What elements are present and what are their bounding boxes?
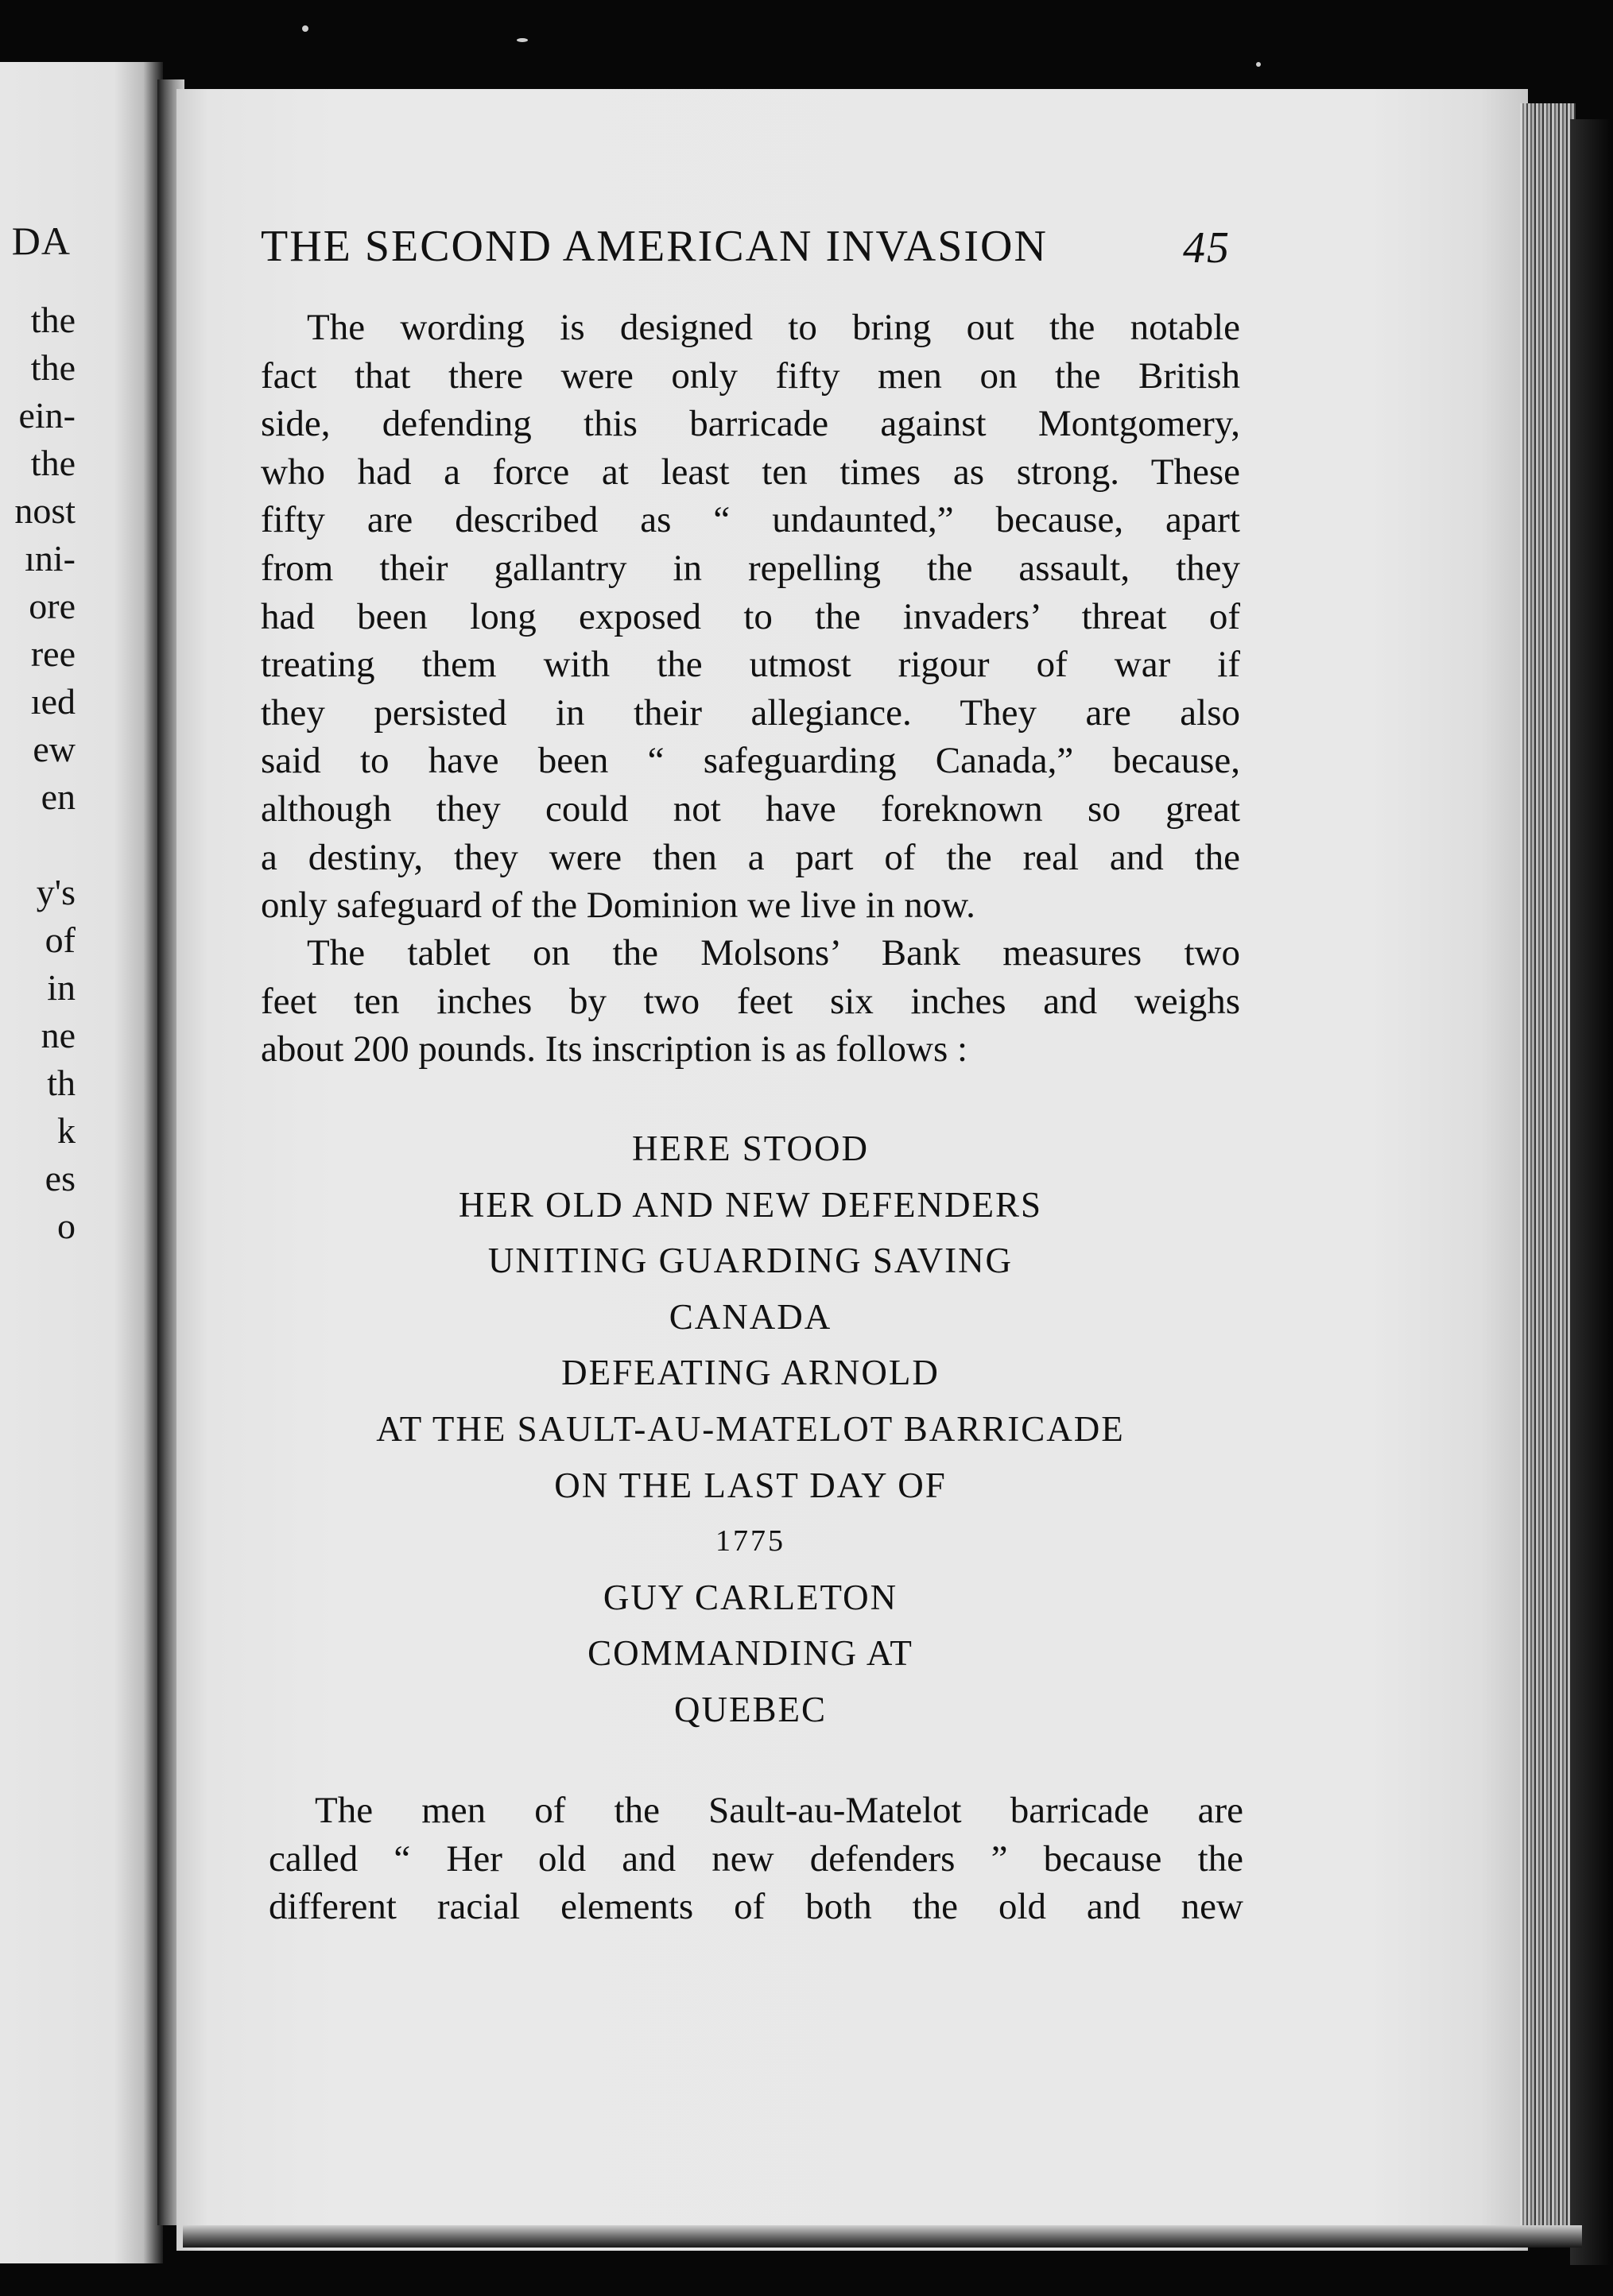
left-page-line-fragment: nost [14,490,76,531]
left-page-fragment [0,62,163,2263]
inscription-line: GUY CARLETON [603,1577,898,1617]
page-number: 45 [1183,223,1231,273]
left-page-line-fragment: ıni- [25,538,76,579]
text-line: fact that there were only fifty men on the British [261,354,1240,397]
running-header-title: THE SECOND AMERICAN INVASION [261,222,1048,271]
left-page-line-fragment: the [30,443,76,483]
left-page-line-fragment: o [57,1206,76,1246]
left-page-line-fragment: of [45,920,76,960]
left-page-line-fragment: ore [29,586,76,626]
paragraph [261,304,1240,930]
paragraph [269,1787,1243,1931]
left-page-line-fragment: the [30,300,76,340]
text-line: The wording is designed to bring out the notable [307,307,1240,348]
text-line: from their gallantry in repelling the assault, they [261,547,1240,589]
text-line: although they could not have foreknown so great [261,788,1240,830]
tablet-inscription [261,1121,1240,1738]
text-line: treating them with the utmost rigour of war if [261,644,1240,686]
text-line: fifty are described as “ undaunted,” because, apart [261,499,1240,541]
left-page-line-fragment: k [57,1110,76,1151]
text-line: only safeguard of the Dominion we live in now. [261,885,975,927]
text-line: who had a force at least ten times as strong. These [261,451,1240,493]
left-page-line-fragment: ree [30,633,76,674]
text-line: The men of the Sault-au-Matelot barricade are [315,1790,1243,1831]
paragraph [261,929,1240,1074]
dust-speck [1256,62,1261,67]
inscription-line: ON THE LAST DAY OF [554,1465,947,1505]
text-line: The tablet on the Molsons’ Bank measures two [307,932,1240,974]
text-line: called “ Her old and new defenders ” because the [269,1837,1243,1880]
inscription-line: CANADA [669,1296,832,1337]
inscription-line: HER OLD AND NEW DEFENDERS [458,1184,1043,1225]
text-line: about 200 pounds. Its inscription is as follows : [261,1028,968,1071]
text-line: had been long exposed to the invaders’ threat of [261,595,1240,637]
page-edges [1520,103,1576,2241]
text-line: side, defending this barricade against Montgomery, [261,403,1240,445]
left-page-line-fragment: in [47,967,76,1008]
text-line: feet ten inches by two feet six inches and weighs [261,980,1240,1022]
left-page-line-fragment: th [47,1063,76,1103]
inscription-line: COMMANDING AT [587,1633,913,1674]
left-page-line-fragment: es [45,1158,76,1198]
inscription-line: HERE STOOD [632,1129,869,1168]
inscription-line: DEFEATING ARNOLD [561,1353,940,1393]
text-line: said to have been “ safeguarding Canada,” because, [261,740,1240,782]
left-page-line-fragment: en [41,776,76,817]
inscription-year: 1775 [715,1524,785,1558]
left-page-line-fragment: y's [36,872,76,912]
inscription-line: UNITING GUARDING SAVING [487,1241,1014,1281]
left-page-line-fragment: ew [33,729,76,769]
running-header [261,221,1247,277]
left-page-line-fragment: ein- [18,395,76,436]
page-bottom-edge [183,2225,1582,2248]
text-line: they persisted in their allegiance. They are also [261,691,1240,734]
page-edges-shadow [1570,119,1613,2265]
inscription-line: AT THE SAULT-AU-MATELOT BARRICADE [376,1408,1125,1449]
left-page-line-fragment: ıed [30,681,76,722]
left-page-line-fragment: the [30,347,76,388]
inscription-line: QUEBEC [674,1689,827,1729]
left-page-line-fragment: ne [41,1015,76,1055]
left-page-heading-fragment: DA [11,219,71,263]
text-line: a destiny, they were then a part of the real and the [261,836,1240,878]
dust-speck [302,25,308,32]
dust-speck [517,38,528,42]
text-line: different racial elements of both the old and new [269,1886,1243,1928]
